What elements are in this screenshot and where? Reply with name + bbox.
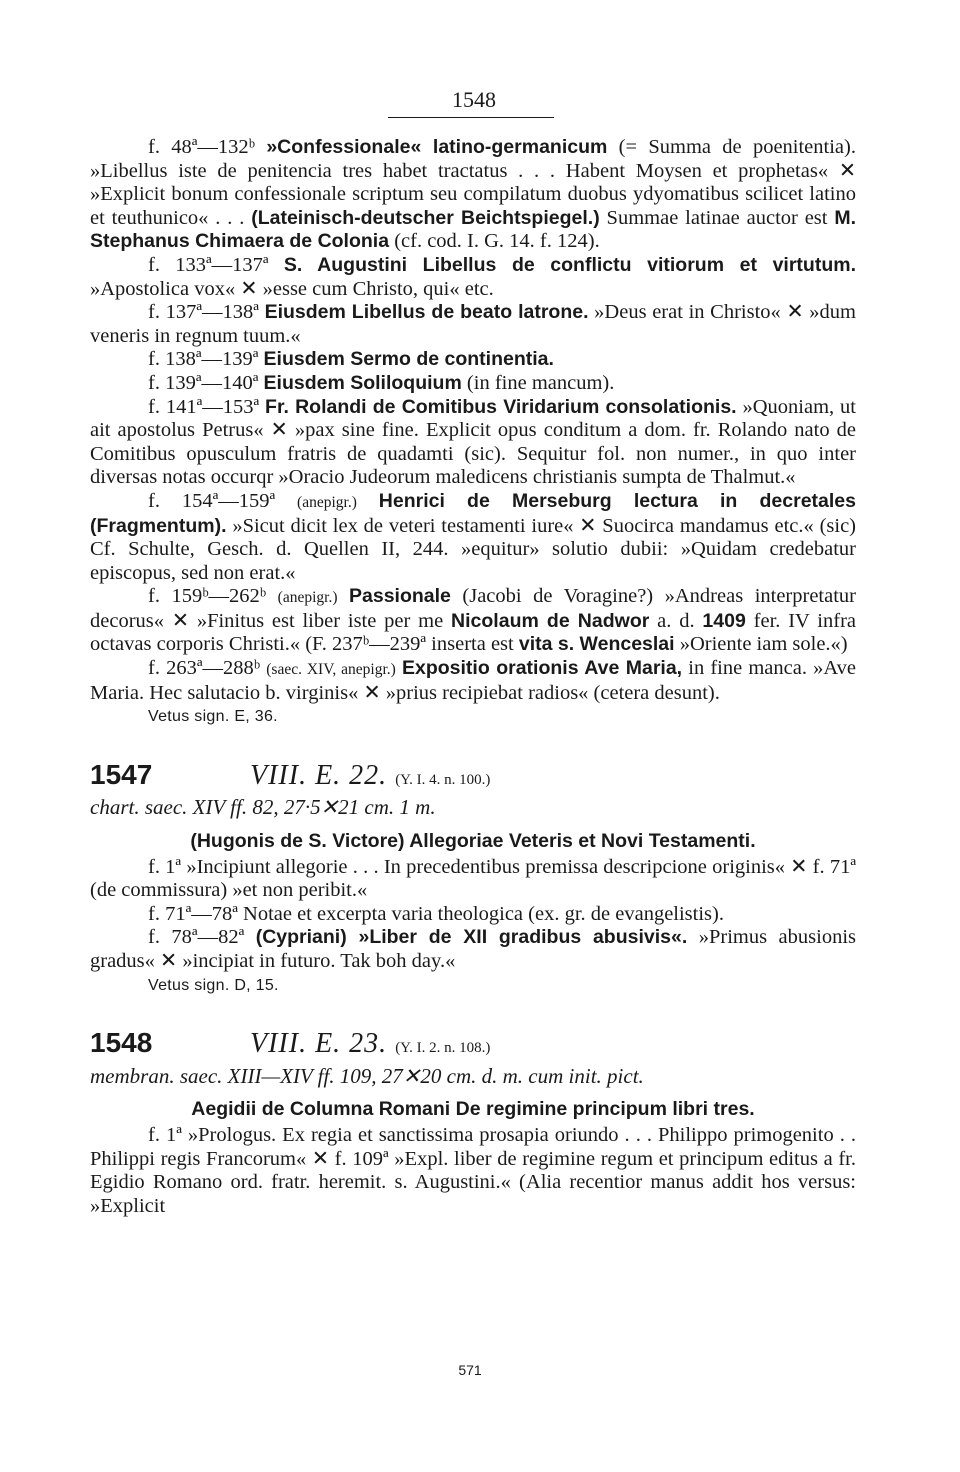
entry-title: Aegidii de Columna Romani De regimine principum libri tres. xyxy=(191,1098,755,1121)
vetus-signature: Vetus sign. E, 36. xyxy=(148,708,278,726)
entry-paragraph: f. 78ª—82ª (Cypriani) »Liber de XII gradibus abusivis«. »Primus abusionis gradus« ✕ »incipiat in futuro. Tak boh day.« xyxy=(90,926,857,972)
entry-paragraph: f. 141ª—153ª Fr. Rolandi de Comitibus Viridarium consolationis. »Quoniam, ut ait apostolus Petrus« ✕ »pax sine fine. Explicit opus conditum a dom. fr. Rolando nato de Comitibus opusculum fratris de quadamti (sic). Sequitur fol. non numer., in quo inter diversas notas occurqr »Oracio Judeorum maledicens christianis sumpta de Thalmut.« xyxy=(90,395,856,489)
entry-number: 1547 xyxy=(90,758,153,790)
entry-paragraph: f. 137ª—138ª Eiusdem Libellus de beato latrone. »Deus erat in Christo« ✕ »dum veneris in regnum tuum.« xyxy=(90,301,856,347)
page-header: 1548 xyxy=(452,87,496,112)
entry-paragraph: f. 71ª—78ª Notae et excerpta varia theologica (ex. gr. de evangelistis). xyxy=(148,902,724,925)
shelfmark: VIII. E. 23. xyxy=(250,1028,388,1060)
codex-description: chart. saec. XIV ff. 82, 27·5✕21 cm. 1 m. xyxy=(90,795,436,820)
shelfmark-alt: (Y. I. 4. n. 100.) xyxy=(395,771,491,788)
entry-heading-1547 xyxy=(90,758,856,793)
entry-paragraph: f. 1ª »Incipiunt allegorie . . . In precedentibus premissa descripcione originis« ✕ f. 71ª (de commissura) »et non peribit.« xyxy=(90,855,856,902)
vetus-signature: Vetus sign. D, 15. xyxy=(148,976,279,994)
entry-paragraph: f. 133ª—137ª S. Augustini Libellus de conflictu vitiorum et virtutum. »Apostolica vox« ✕ »esse cum Christo, qui« etc. xyxy=(90,253,857,300)
entry-title: (Hugonis de S. Victore) Allegoriae Veteris et Novi Testamenti. xyxy=(190,830,756,853)
entry-number: 1548 xyxy=(90,1027,153,1059)
shelfmark: VIII. E. 22. xyxy=(250,759,388,791)
catalogue-text xyxy=(90,136,856,1218)
codex-description: membran. saec. XIII—XIV ff. 109, 27✕20 cm. d. m. cum init. pict. xyxy=(90,1063,644,1088)
entry-paragraph: f. 138ª—139ª Eiusdem Sermo de continentia. xyxy=(148,348,554,371)
entry-paragraph: f. 159ᵇ—262ᵇ (anepigr.) Passionale (Jacobi de Voragine?) »Andreas interpretatur decorus« ✕ »Finitus est liber iste per me Nicolaum de Nadwor a. d. 1409 fer. IV infra octavas corporis Christi.« (F. 237ᵇ—239ª inserta est vita s. Wenceslai »Oriente iam sole.«) xyxy=(90,585,856,656)
header-rule xyxy=(388,117,554,118)
page-number: 571 xyxy=(458,1362,482,1378)
entry-paragraph: f. 48ª—132ᵇ »Confessionale« latino-germanicum (= Summa de poenitentia). »Libellus iste de penitencia tres habet tractatus . . . Habent Moysen et prophetas« ✕ »Explicit bonum confessionale scriptum seu compilatum duobus ydyomatibus scilicet latino et teuthunico« . . . (Lateinisch-deutscher Beichtspiegel.) Summae latinae auctor est M. Stephanus Chimaera de Colonia (cf. cod. I. G. 14. f. 124). xyxy=(90,136,856,253)
entry-paragraph: f. 154ª—159ª (anepigr.) Henrici de Merseburg lectura in decretales (Fragmentum). »Sicut dicit lex de veteri testamenti iure« ✕ Suocirca mandamus etc.« (sic) Cf. Schulte, Gesch. d. Quellen II, 244. »equitur» solutio dubii: »Quidam credebatur episcopus, sed non erat.« xyxy=(90,489,856,584)
entry-paragraph: f. 1ª »Prologus. Ex regia et sanctissima prosapia oriundo . . . Philippo primogenito . . Philippi regis Francorum« ✕ f. 109ª »Expl. liber de regimine regum et principum editus a fr. Egidio Romano ord. fratr. heremit. s. Augustini.« (Alia recentior manus addit hos versus: »Explicit xyxy=(90,1123,856,1217)
shelfmark-alt: (Y. I. 2. n. 108.) xyxy=(395,1040,491,1057)
entry-paragraph: f. 263ª—288ᵇ (saec. XIV, anepigr.) Expositio orationis Ave Maria, in fine manca. »Ave Maria. Hec salutacio b. virginis« ✕ »prius recipiebat radios« (cetera desunt). xyxy=(90,657,857,704)
entry-paragraph: f. 139ª—140ª Eiusdem Soliloquium (in fine mancum). xyxy=(148,371,615,394)
entry-heading-1548 xyxy=(90,1027,856,1061)
